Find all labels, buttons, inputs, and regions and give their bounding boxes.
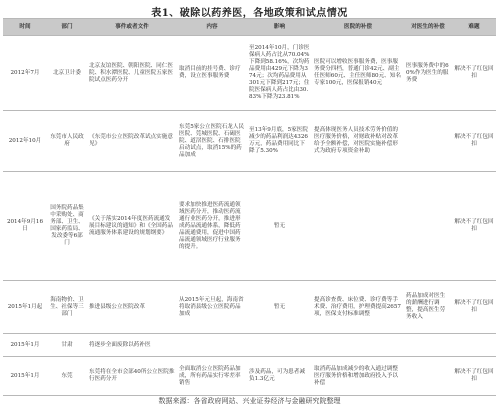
table-row (3, 334, 496, 357)
header-doctor: 对医生的补偿 (404, 19, 452, 36)
cell-dept: 东莞 (47, 357, 87, 396)
cell-dept: 海南物价、卫生、社保等三部门 (47, 281, 87, 334)
cell-hospital: 医院可以增收医事服务费，医事服务费分四档，普通门诊42元、副主任医师60元、主任医师80元、知名专家100元，医保报销40元 (312, 36, 404, 111)
cell-dept: 北京卫计委 (47, 36, 87, 111)
cell-dept: 东莞市人民政府 (47, 111, 87, 172)
cell-content (177, 334, 247, 357)
cell-event: 北京友谊医院、朝阳医院、同仁医院、积水潭医院、儿童医院五家医院试点医药分开 (87, 36, 177, 111)
cell-time: 2015年1月 (3, 334, 47, 357)
cell-content: 从2015年元旦起，海南省将取消县级公立医院药品加成 (177, 281, 247, 334)
table-row (3, 36, 496, 111)
cell-hospital: 取消药品加成减少的收入通过调整医疗服务价格和增加政府投入予以补偿 (312, 357, 404, 396)
cell-doctor (404, 172, 452, 281)
cell-event: 将逐步全面废除以药补医 (87, 334, 177, 357)
cell-event: 东莞将在全市会部40所公立医院推行医药分开 (87, 357, 177, 396)
cell-content: 东莞5家公立医院石龙人民医院、莞城医院、石碣医院、道滘医院、石排医院启动试点，取消15%的药品加成 (177, 111, 247, 172)
header-dept: 部门 (47, 19, 87, 36)
cell-time: 2015年1月 (3, 357, 47, 396)
cell-hospital: 提高体现医务人员技术劳务价值的医疗服务价格，对财政补贴对改革给予全额补偿，对医院实施补偿形式为政府专项资金补助 (312, 111, 404, 172)
cell-doctor (404, 334, 452, 357)
cell-event: 《关于落实2014年度医药流通发展目标建议的通知》和《全国药品流通服务体系建设的规划纲要》 (87, 172, 177, 281)
cell-impact: 暂无 (247, 281, 312, 334)
cell-time: 2012年7月 (3, 36, 47, 111)
cell-time: 2015年1月起 (3, 281, 47, 334)
cell-time: 2012年10月 (3, 111, 47, 172)
header-row (3, 19, 496, 36)
cell-impact: 至13年9月底，5家医院减少的药品利润达4326万元，药品费用同比下降了5.30% (247, 111, 312, 172)
cell-content: 全面取消公立医院药品加成，所有药品实行零差率销售 (177, 357, 247, 396)
cell-dept: 甘肃 (47, 334, 87, 357)
header-impact: 影响 (247, 19, 312, 36)
cell-impact: 至2014年10月，门诊医保病人药占比从70.04%下降到58.16%，次均药品费用由429元下降为374元；次均药品费用从301元下降到217元；住院医保病人药占比由30.83%下降为23.81% (247, 36, 312, 111)
table-row (3, 111, 496, 172)
header-content: 内容 (177, 19, 247, 36)
header-event: 事件或者文件 (87, 19, 177, 36)
cell-event: 推进县级公立医院改革 (87, 281, 177, 334)
cell-doctor: 药品加成对医生的薪酬进行调整，提高医生劳务收入 (404, 281, 452, 334)
cell-problem: 解决不了红包回扣 (452, 357, 496, 396)
cell-time: 2014年9月16日 (3, 172, 47, 281)
cell-content: 要求加快推进医药流通领域医药分开，推动医药流通行业医药分开，推进形成药品流通体系，降低药品流通费用，促进中国药品流通领域医疗行业服务的提升。 (177, 172, 247, 281)
header-problem: 难题 (452, 19, 496, 36)
table-title: 表1、破除以药养医，各地政策和试点情况 (151, 8, 348, 19)
cell-impact: 暂无 (247, 172, 312, 281)
header-time: 时间 (3, 19, 47, 36)
cell-dept: 国务院药品集中采购处、商务部、卫生、国家药监局、发改委等6部门 (47, 172, 87, 281)
cell-event: 《东莞市公立医院改革试点实施意见》 (87, 111, 177, 172)
cell-doctor: 医事服务费中的60%作为医生的服务费 (404, 36, 452, 111)
cell-impact (247, 334, 312, 357)
cell-doctor (404, 111, 452, 172)
cell-content: 取消目前的挂号费、诊疗费，设立医事服务费 (177, 36, 247, 111)
cell-hospital (312, 172, 404, 281)
cell-impact: 涉及药品，可为患者减负1.3亿元 (247, 357, 312, 396)
table-row (3, 172, 496, 281)
cell-problem (452, 334, 496, 357)
cell-problem: 解决不了红包回扣 (452, 172, 496, 281)
cell-problem: 解决不了红包回扣 (452, 36, 496, 111)
header-hospital: 医院的补偿 (312, 19, 404, 36)
cell-problem: 解决不了红包回扣 (452, 281, 496, 334)
table-row (3, 357, 496, 396)
cell-hospital: 提高诊查费、床位费、诊疗费等手术费、治疗费用，护理费提高2657项，医保支付标准调整 (312, 281, 404, 334)
policy-table (3, 18, 496, 396)
cell-doctor (404, 357, 452, 396)
data-source-note: 数据来源：各省政府网站、兴业证券经济与金融研究院整理 (158, 397, 341, 405)
cell-hospital (312, 334, 404, 357)
cell-problem: 解决不了红包回扣 (452, 111, 496, 172)
table-row (3, 281, 496, 334)
